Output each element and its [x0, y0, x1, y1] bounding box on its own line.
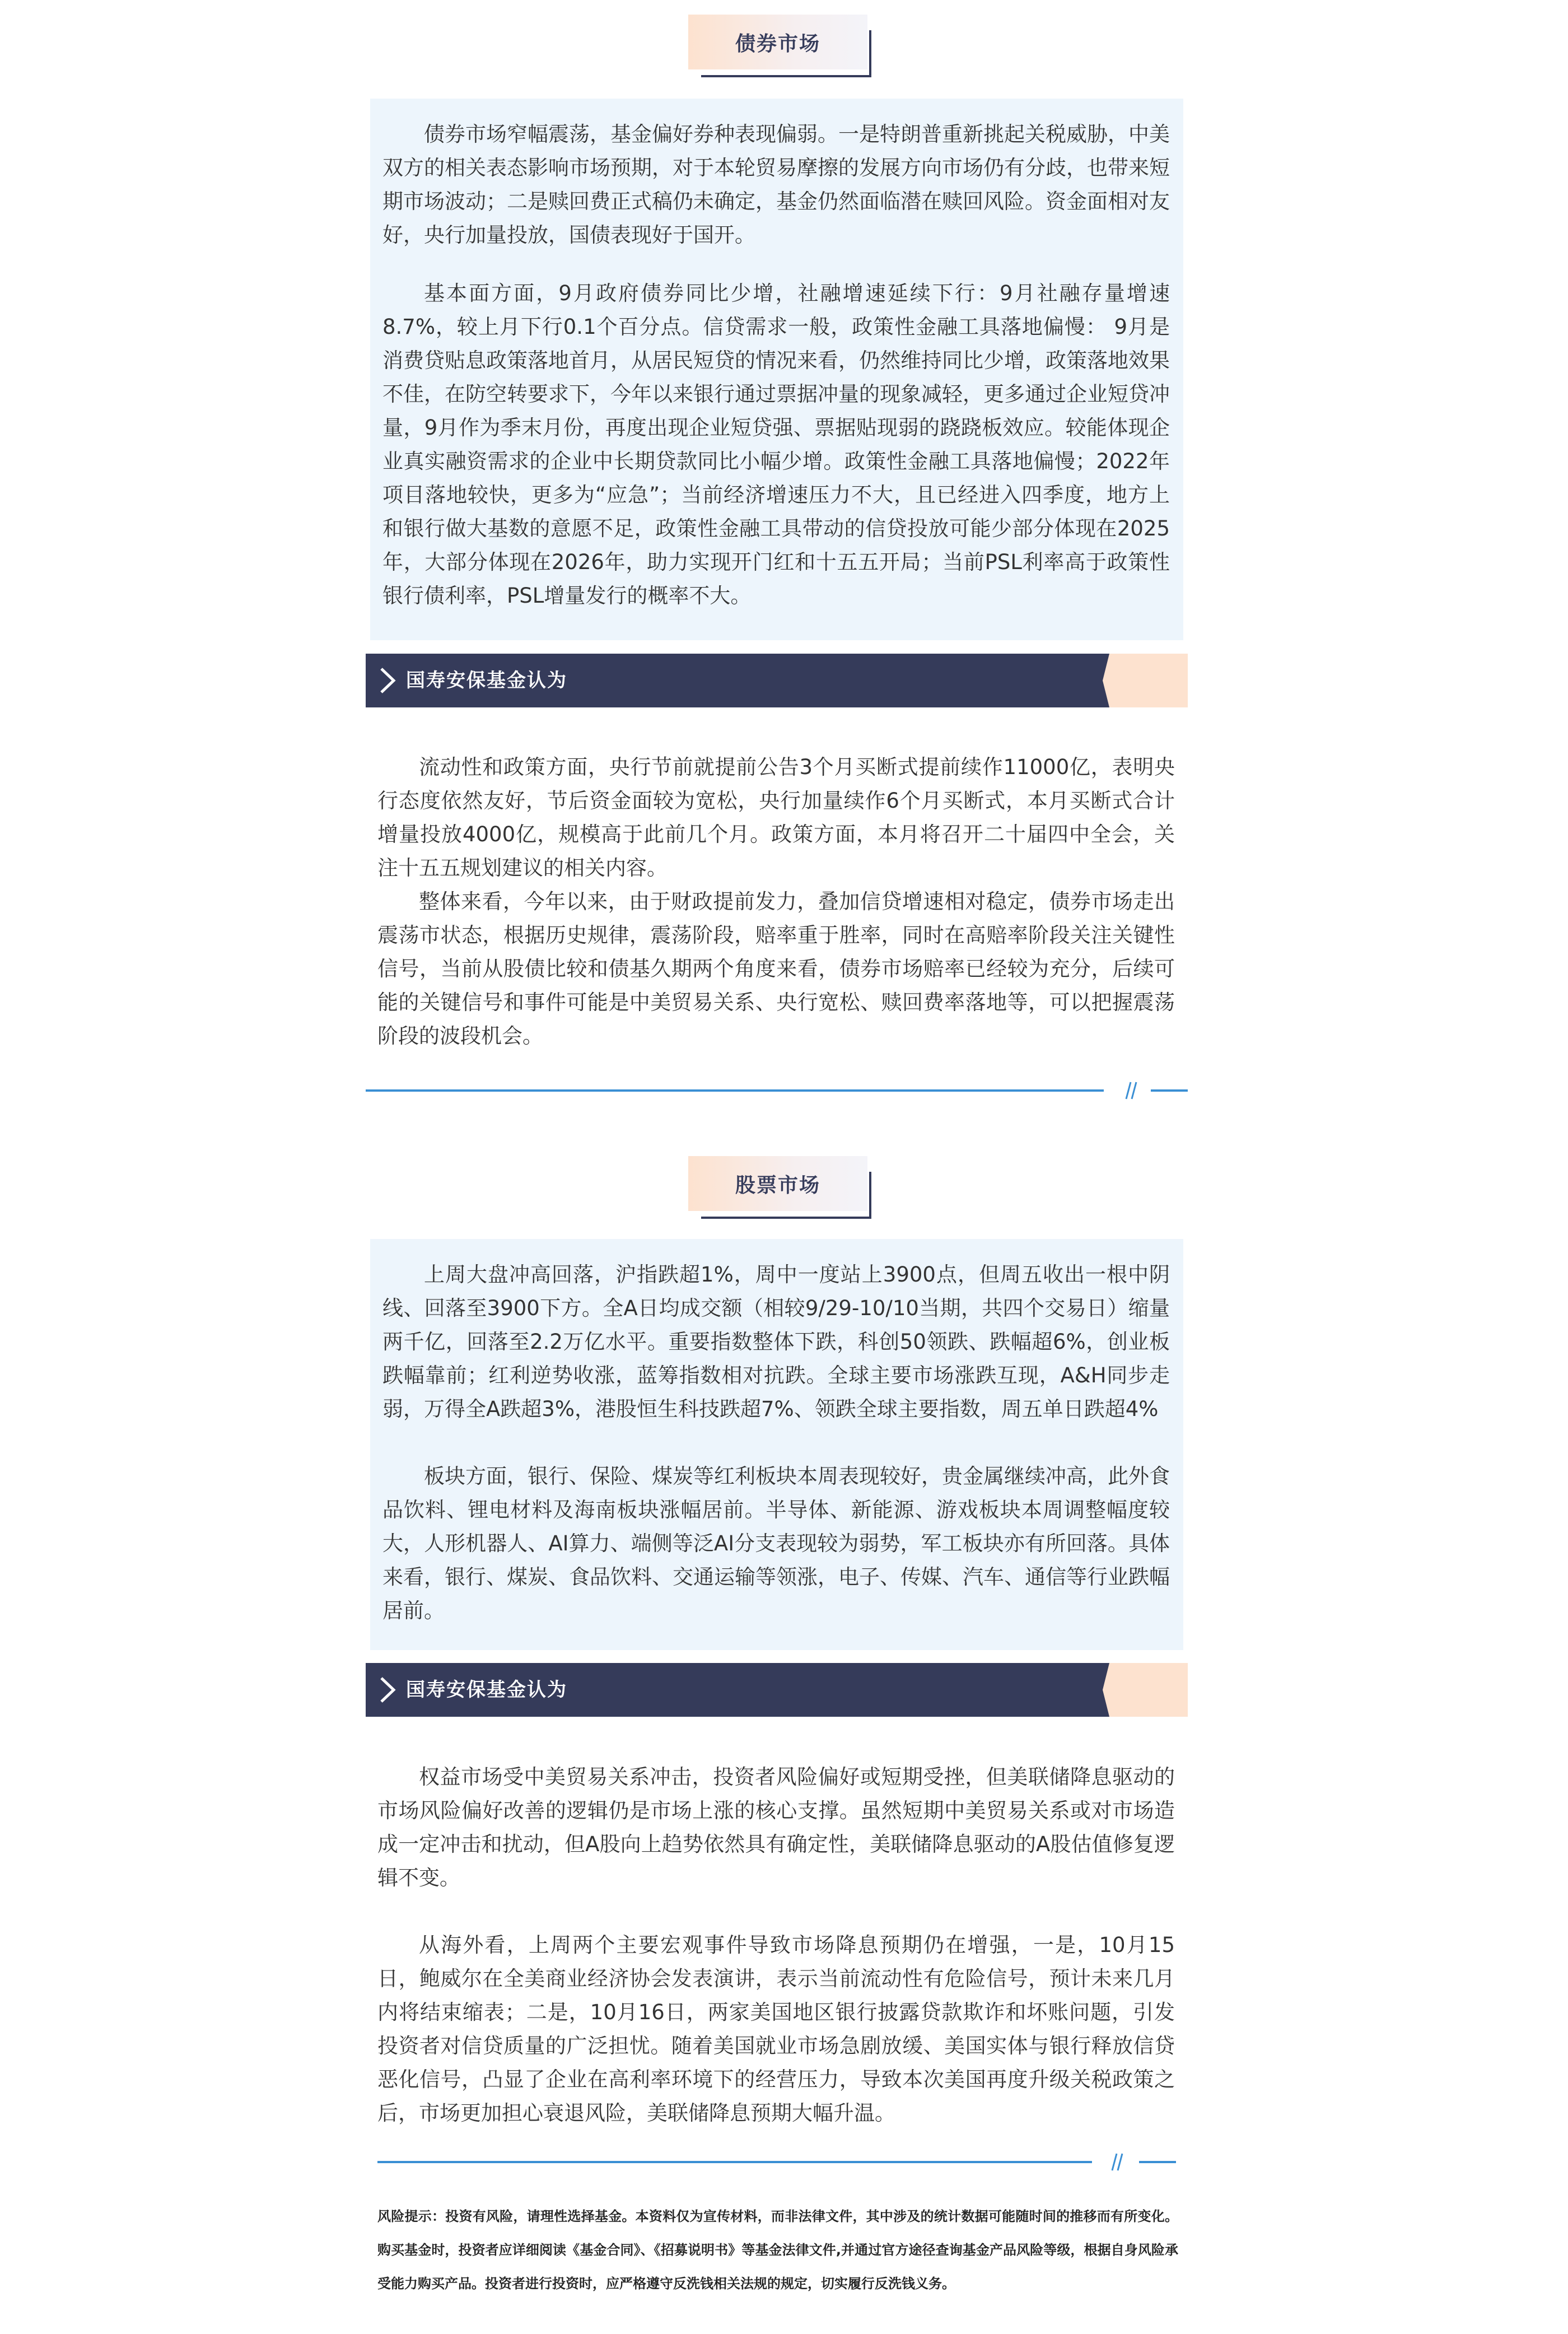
bond-paragraph: 基本面方面，9月政府债券同比少增，社融增速延续下行：9月社融存量增速8.7%，较上月下行0.1个百分点。信贷需求一般，政策性金融工具落地偏慢： 9月是消费贷贴息政策落地首月，从居民短贷的情况来看，仍然维持同比少增，政策落地效果不佳，在防空转要求下，今年以来银行通过票据冲量的现象减轻，更多通过企业短贷冲量，9月作为季末月份，再度出现企业短贷强、票据贴现弱的跷跷板效应。较能体现企业真实融资需求的企业中长期贷款同比小幅少增。政策性金融工具落地偏慢；2022年项目落地较快，更多为“应急”；当前经济增速压力不大，且已经进入四季度，地方上和银行做大基数的意愿不足，政策性金融工具带动的信贷投放可能少部分体现在2025年，大部分体现在2026年，助力实现开门红和十五五开局；当前PSL利率高于政策性银行债利率，PSL增量发行的概率不大。	[382, 281, 1170, 608]
opinion-header-label: 国寿安保基金认为	[406, 669, 567, 692]
stock-opinion-header	[366, 1663, 1188, 1717]
title-decoration	[869, 1172, 871, 1219]
header-accent	[1103, 1663, 1188, 1717]
bond-opinion-paragraph: 整体来看，今年以来，由于财政提前发力，叠加信贷增速相对稳定，债券市场走出震荡市状态，根据历史规律，震荡阶段，赔率重于胜率，同时在高赔率阶段关注关键性信号，当前从股债比较和债基久期两个角度来看，债券市场赔率已经较为充分，后续可能的关键信号和事件可能是中美贸易关系、央行宽松、赎回费率落地等，可以把握震荡阶段的波段机会。	[377, 889, 1175, 1048]
bond-section-title	[688, 15, 873, 77]
section-divider	[366, 1081, 1188, 1100]
title-decoration	[701, 1217, 871, 1219]
bond-summary-box	[370, 99, 1183, 640]
header-accent	[1103, 654, 1188, 707]
stock-summary-box	[370, 1239, 1183, 1650]
stock-paragraph: 板块方面，银行、保险、煤炭等红利板块本周表现较好，贵金属继续冲高，此外食品饮料、锂电材料及海南板块涨幅居前。半导体、新能源、游戏板块本周调整幅度较大，人形机器人、AI算力、端侧等泛AI分支表现较为弱势，军工板块亦有所回落。具体来看，银行、煤炭、食品饮料、交通运输等领涨，电子、传媒、汽车、通信等行业跌幅居前。	[382, 1464, 1170, 1623]
stock-section-title	[688, 1156, 873, 1219]
bond-opinion-header	[366, 654, 1188, 707]
stock-opinion-paragraph: 从海外看，上周两个主要宏观事件导致市场降息预期仍在增强，一是，10月15日，鲍威尔在全美商业经济协会发表演讲，表示当前流动性有危险信号，预计未来几月内将结束缩表；二是，10月16日，两家美国地区银行披露贷款欺诈和坏账问题，引发投资者对信贷质量的广泛担忧。随着美国就业市场急剧放缓、美国实体与银行释放信贷恶化信号，凸显了企业在高利率环境下的经营压力，导致本次美国再度升级关税政策之后，市场更加担心衰退风险，美联储降息预期大幅升温。	[377, 1933, 1175, 2125]
stock-paragraph: 上周大盘冲高回落，沪指跌超1%，周中一度站上3900点，但周五收出一根中阴线、回落至3900下方。全A日均成交额（相较9/29-10/10当期，共四个交易日）缩量两千亿，回落至2.2万亿水平。重要指数整体下跌，科创50领跌、跌幅超6%，创业板跌幅靠前；红利逆势收涨，蓝筹指数相对抗跌。全球主要市场涨跌互现，A&H同步走弱，万得全A跌超3%，港股恒生科技跌超7%、领跌全球主要指数，周五单日跌超4%	[382, 1262, 1170, 1421]
double-slash-icon	[1118, 1081, 1141, 1100]
bond-paragraph: 债券市场窄幅震荡，基金偏好券种表现偏弱。一是特朗普重新挑起关税威胁，中美双方的相关表态影响市场预期，对于本轮贸易摩擦的发展方向市场仍有分歧，也带来短期市场波动；二是赎回费正式稿仍未确定，基金仍然面临潜在赎回风险。资金面相对友好，央行加量投放，国债表现好于国开。	[382, 122, 1170, 247]
title-decoration	[701, 75, 871, 77]
stock-opinion-text	[377, 1760, 1175, 2130]
chevron-right-icon	[378, 667, 398, 694]
bond-opinion-text	[377, 751, 1175, 1053]
double-slash-icon	[1105, 2153, 1128, 2172]
opinion-header-label: 国寿安保基金认为	[406, 1679, 567, 1701]
chevron-right-icon	[378, 1676, 398, 1703]
stock-opinion-paragraph: 权益市场受中美贸易关系冲击，投资者风险偏好或短期受挫，但美联储降息驱动的市场风险偏好改善的逻辑仍是市场上涨的核心支撑。虽然短期中美贸易关系或对市场造成一定冲击和扰动，但A股向上趋势依然具有确定性，美联储降息驱动的A股估值修复逻辑不变。	[377, 1765, 1175, 1890]
section-divider	[377, 2153, 1176, 2172]
bond-section-title-label: 债券市场	[688, 15, 867, 69]
stock-section-title-label: 股票市场	[688, 1156, 867, 1211]
title-decoration	[869, 30, 871, 77]
bond-opinion-paragraph: 流动性和政策方面，央行节前就提前公告3个月买断式提前续作11000亿，表明央行态度依然友好，节后资金面较为宽松，央行加量续作6个月买断式，本月买断式合计增量投放4000亿，规模高于此前几个月。政策方面，本月将召开二十届四中全会，关注十五五规划建议的相关内容。	[377, 755, 1175, 880]
risk-notice: 风险提示：投资有风险，请理性选择基金。本资料仅为宣传材料，而非法律文件，其中涉及的统计数据可能随时间的推移而有所变化。购买基金时，投资者应详细阅读《基金合同》、《招募说明书》等基金法律文件,并通过官方途径查询基金产品风险等级，根据自身风险承受能力购买产品。投资者进行投资时，应严格遵守反洗钱相关法规的规定，切实履行反洗钱义务。	[377, 2209, 1178, 2291]
